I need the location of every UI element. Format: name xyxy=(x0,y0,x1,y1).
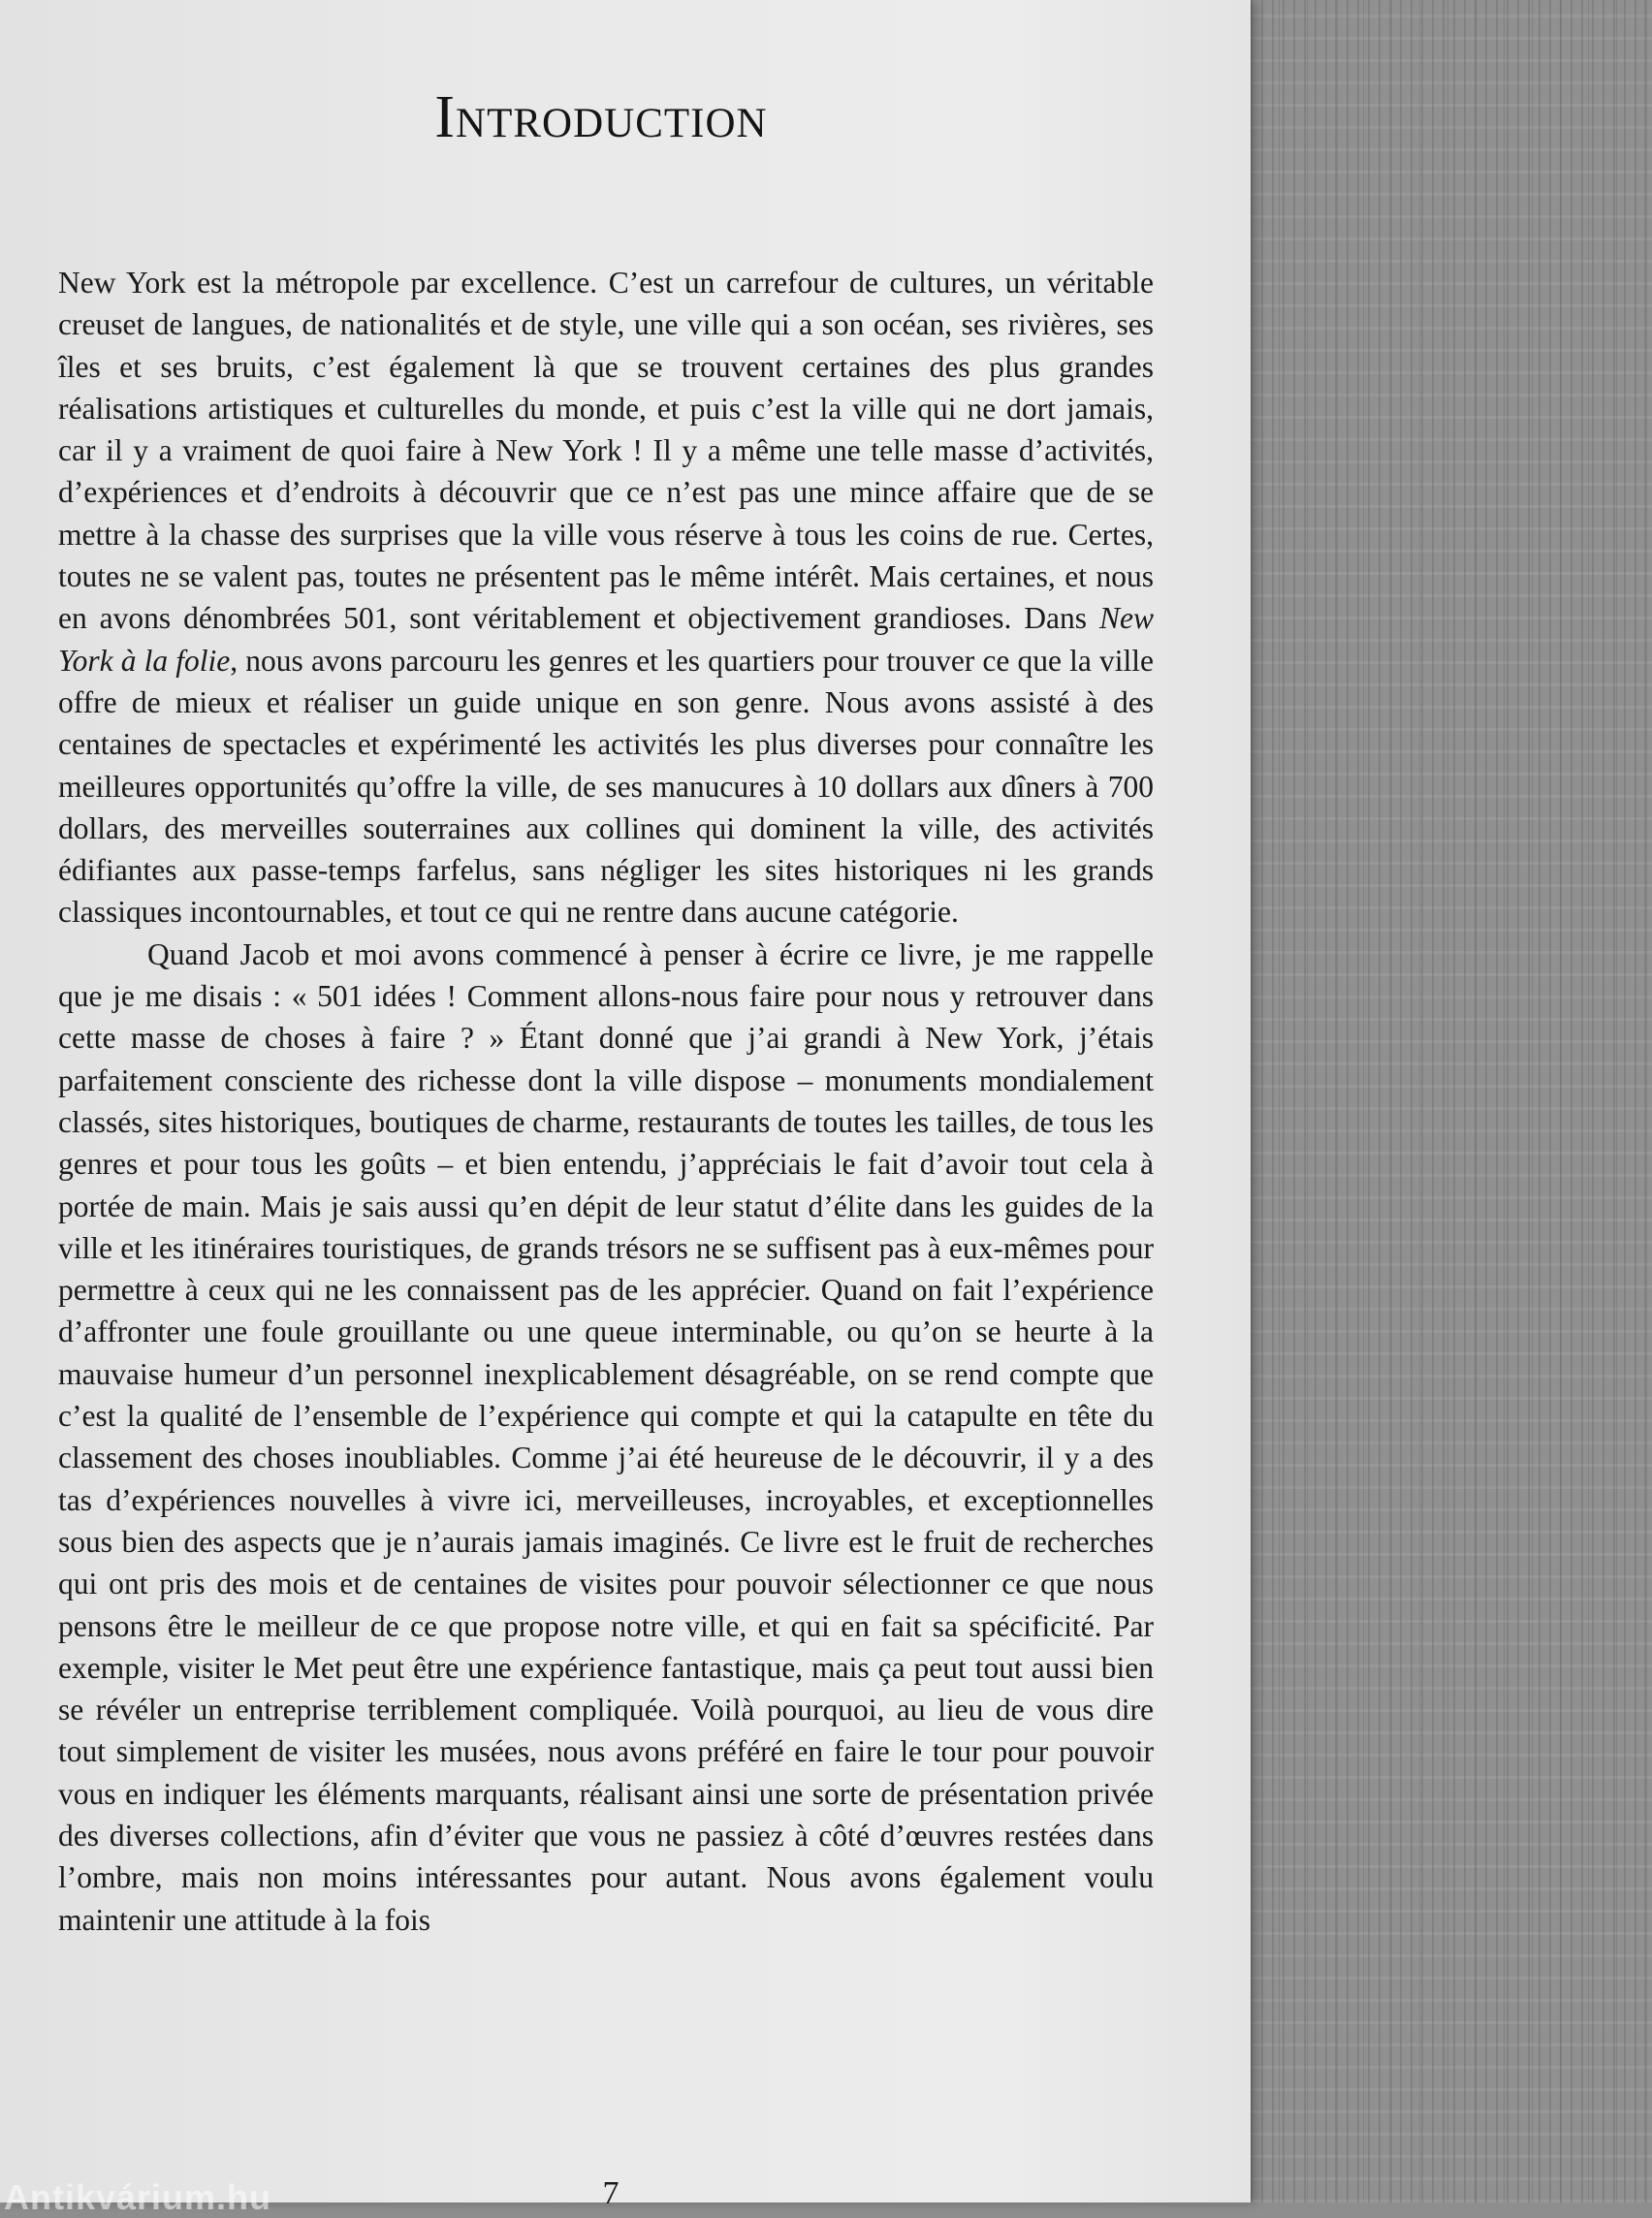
watermark: Antikvárium.hu xyxy=(4,2177,272,2217)
book-title-italic: New York à la folie xyxy=(58,601,1154,678)
page-number: 7 xyxy=(602,2175,620,2211)
paragraph-2: Quand Jacob et moi avons commencé à penser à écrire ce livre, je me rappelle que je me disais : « 501 idées ! Comment allons-nous faire pour nous y retrouver dans cette masse de choses à faire ? » Étant donné que j’ai grandi à New York, j’étais parfaitement consciente des richesse dont la ville dispose – monuments mondialement classés, sites historiques, boutiques de charme, restaurants de toutes les tailles, de tous les genres et pour tous les goûts – et bien entendu, j’appréciais le fait d’avoir tout cela à portée de main. Mais je sais aussi qu’en dépit de leur statut d’élite dans les guides de la ville et les itinéraires touristiques, de grands trésors ne se suffisent pas à eux-mêmes pour permettre à ceux qui ne les connaissent pas de les apprécier. Quand on fait l’expérience d’affronter une foule grouillante ou une queue interminable, ou qu’on se heurte à la mauvaise humeur d’un personnel inexplicablement désagréable, on se rend compte que c’est la qualité de l’ensemble de l’expérience qui compte et qui la catapulte en tête du classement des choses inoubliables. Comme j’ai été heureuse de le découvrir, il y a des tas d’expériences nouvelles à vivre ici, merveilleuses, incroyables, et exceptionnelles sous bien des aspects que je n’aurais jamais imaginés. Ce livre est le fruit de recherches qui ont pris des mois et de centaines de visites pour pouvoir sélectionner ce que nous pensons être le meilleur de ce que propose notre ville, et qui en fait sa spécificité. Par exemple, visiter le Met peut être une expérience fantastique, mais ça peut tout aussi bien se révéler un entreprise terriblement compliquée. Voilà pourquoi, au lieu de vous dire tout simplement de visiter les musées, nous avons préféré en faire le tour pour pouvoir vous en indiquer les éléments marquants, réalisant ainsi une sorte de présentation privée des diverses collections, afin d’éviter que vous ne passiez à côté d’œuvres restées dans l’ombre, mais non moins intéressantes pour autant. Nous avons également voulu maintenir une attitude à la fois xyxy=(58,936,1154,1937)
chapter-title: Introduction xyxy=(434,84,768,150)
paragraph-1 xyxy=(58,262,1154,934)
body-text xyxy=(58,262,1154,1941)
background-surface xyxy=(1251,0,1652,2202)
paragraph-1-rest: , nous avons parcouru les genres et les quartiers pour trouver ce que la ville offre de mieux et réaliser un guide unique en son genre. Nous avons assisté à des centaines de spectacles et expérimenté les activités les plus diverses pour connaître les meilleures opportunités qu’offre la ville, de ses manucures à 10 dollars aux dîners à 700 dollars, des merveilles souterraines aux collines qui dominent la ville, des activités édifiantes aux passe-temps farfelus, sans négliger les sites historiques ni les grands classiques incontournables, et tout ce qui ne rentre dans aucune catégorie. xyxy=(58,643,1155,930)
paragraph-1-lead: New York est la métropole par excellence. C’est un carrefour de cultures, un véritable creuset de langues, de nationalités et de style, une ville qui a son océan, ses rivières, ses îles et ses bruits, c’est également là que se trouvent certaines des plus grandes réalisations artistiques et culturelles du monde, et puis c’est la ville qui ne dort jamais, car il y a vraiment de quoi faire à New York ! Il y a même une telle masse d’activités, d’expériences et d’endroits à découvrir que ce n’est pas une mince affaire que de se mettre à la chasse des surprises que la ville vous réserve à tous les coins de rue. Certes, toutes ne se valent pas, toutes ne présentent pas le même intérêt. Mais certaines, et nous en avons dénombrées 501, sont véritablement et objectivement grandioses. Dans xyxy=(58,266,1154,636)
